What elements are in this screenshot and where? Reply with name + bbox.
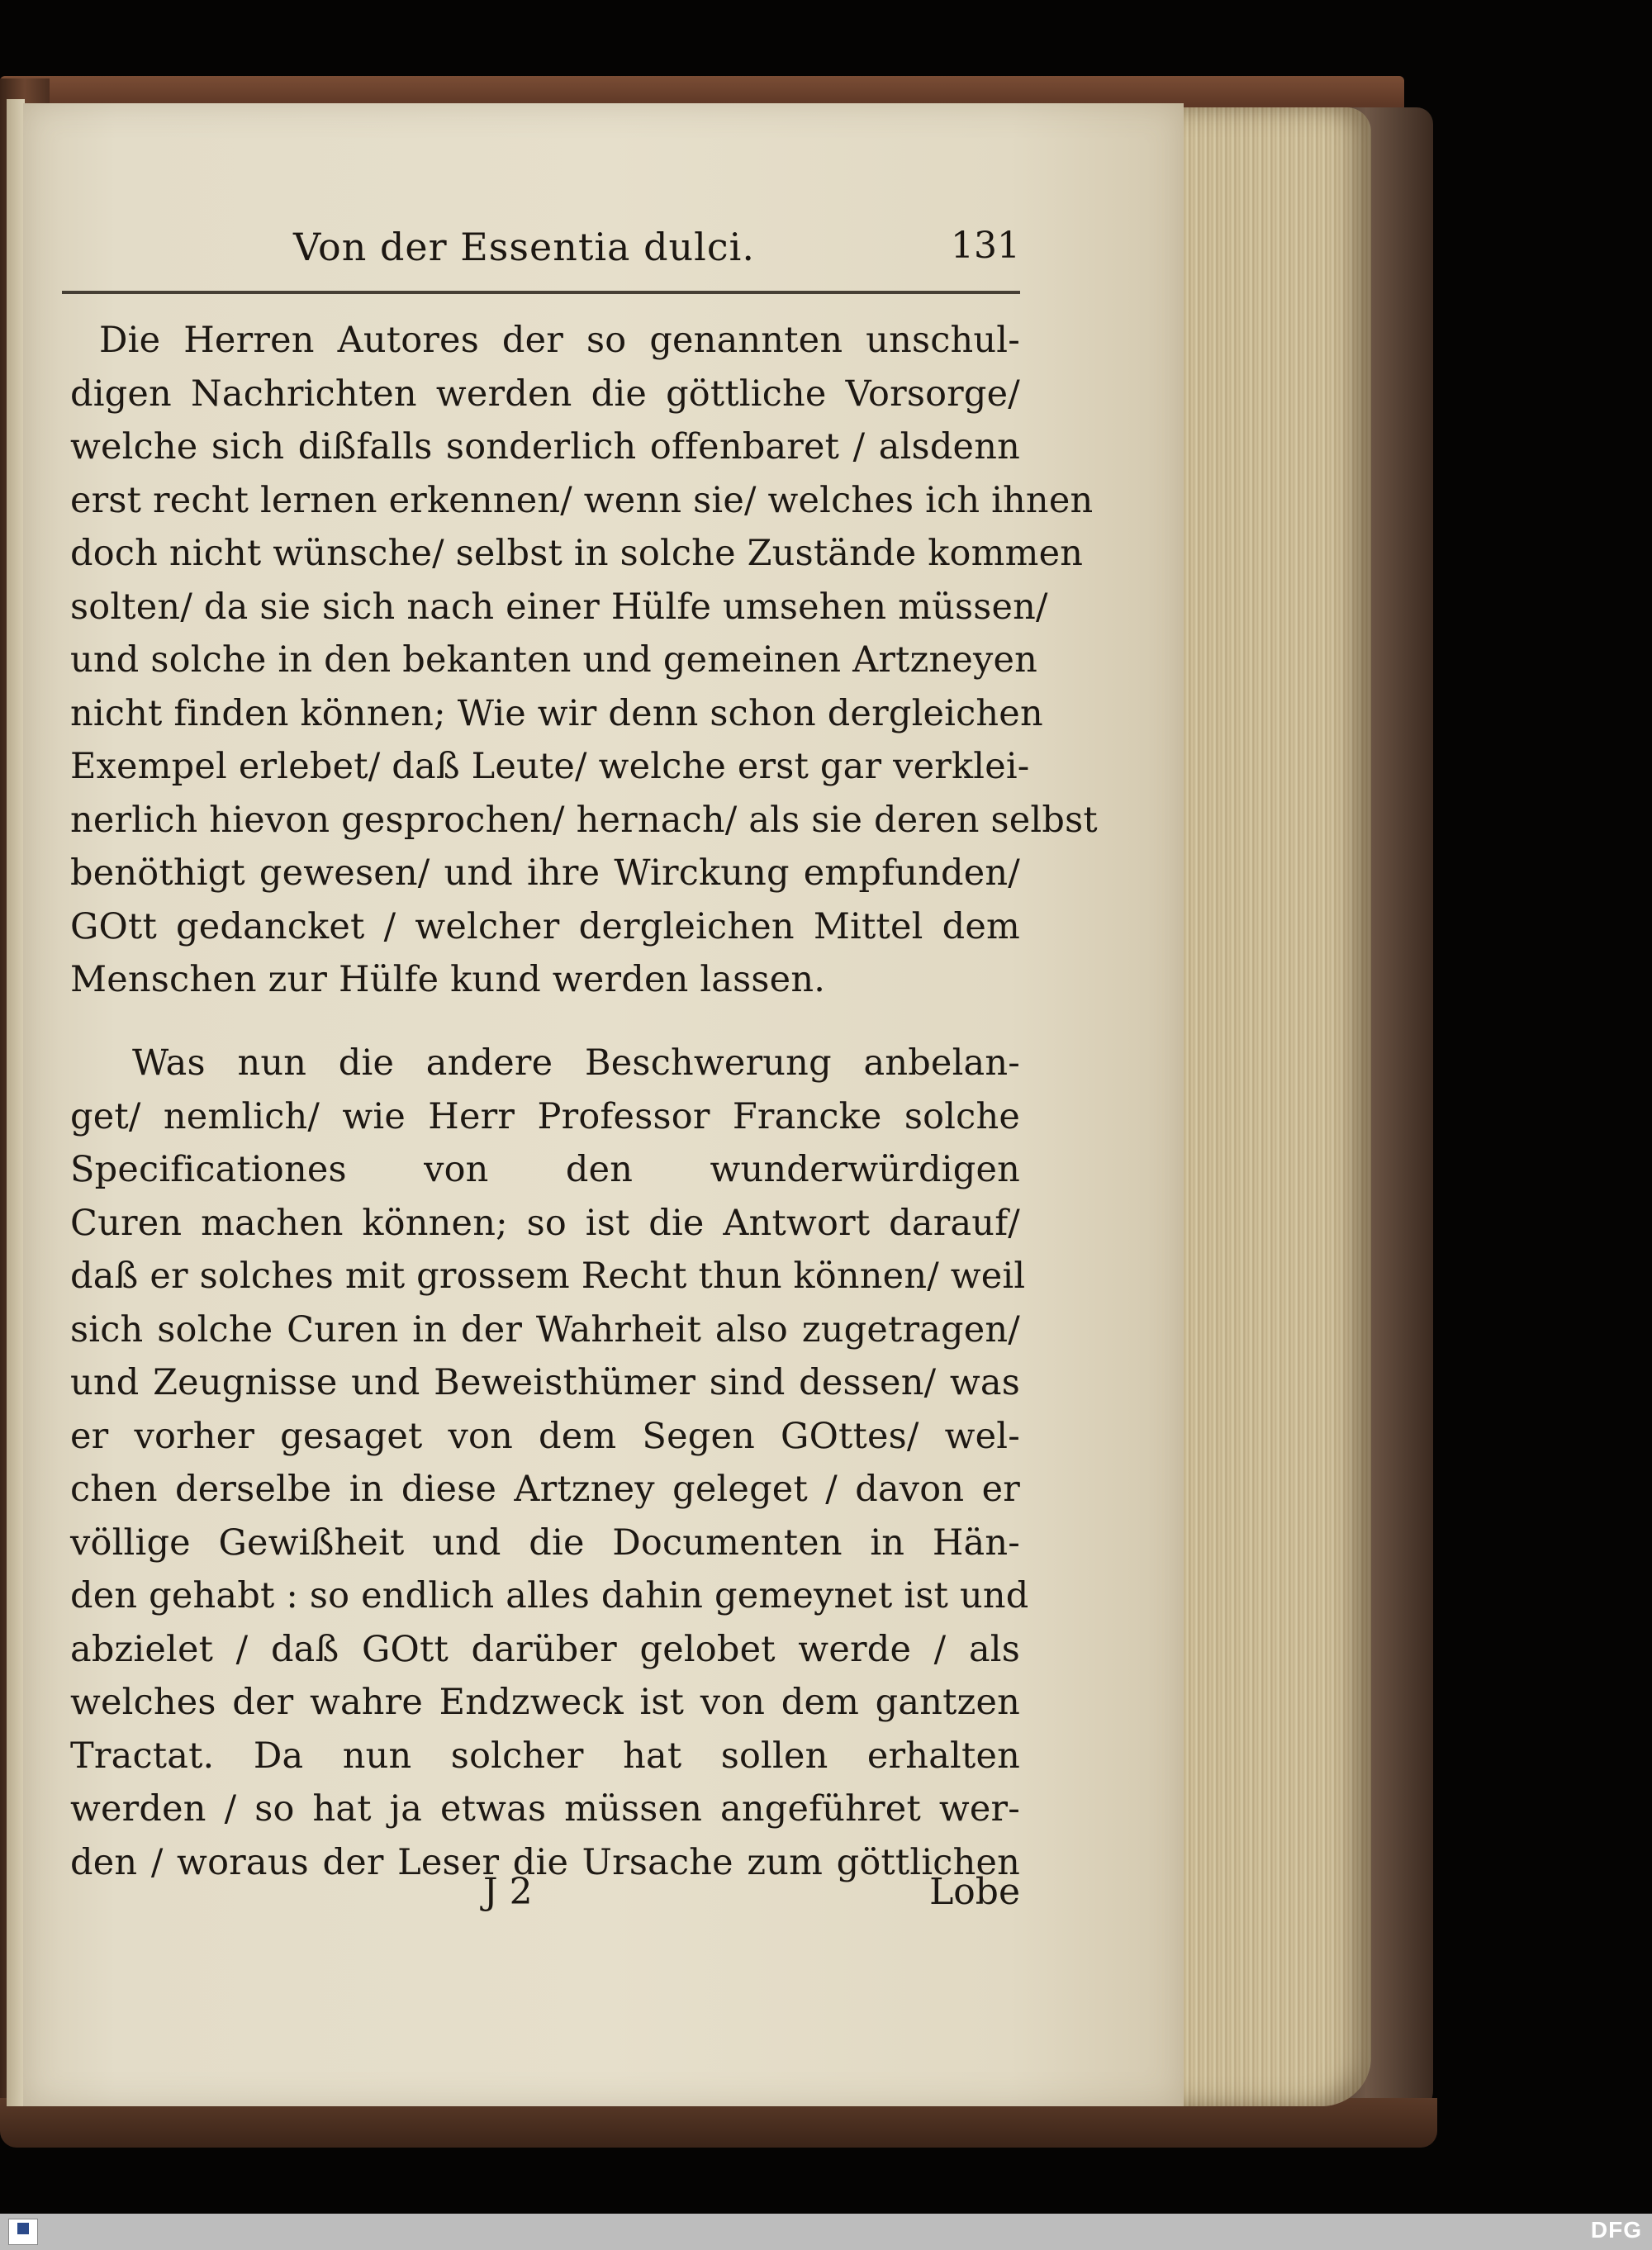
library-logo-icon[interactable] — [8, 2219, 38, 2245]
text-line: get/ nemlich/ wie Herr Professor Francke solche — [70, 1095, 1020, 1137]
text-line: sich solche Curen in der Wahrheit also zugetragen/ — [70, 1308, 1020, 1350]
text-line: chen derselbe in diese Artzney geleget / davon er — [70, 1469, 1020, 1510]
paragraph-2 — [70, 1037, 1029, 1889]
text-line: werden / so hat ja etwas müssen angeführet wer- — [70, 1788, 1020, 1830]
text-line: Exempel erlebet/ daß Leute/ welche erst gar verklei- — [70, 746, 1030, 787]
signature-mark: J 2 — [483, 1871, 533, 1913]
paragraph-1 — [70, 314, 1098, 1007]
text-line: Was nun die andere Beschwerung anbelan- — [132, 1042, 1020, 1084]
text-line: benöthigt gewesen/ und ihre Wirckung empfunden/ — [70, 852, 1020, 894]
text-line: erst recht lernen erkennen/ wenn sie/ welches ich ihnen — [70, 479, 1094, 521]
text-line: den gehabt : so endlich alles dahin gemeynet ist und — [70, 1575, 1029, 1616]
text-line: doch nicht wünsche/ selbst in solche Zustände kommen — [70, 533, 1084, 574]
header-rule — [62, 291, 1020, 294]
text-line: welches der wahre Endzweck ist von dem gantzen — [70, 1682, 1020, 1723]
text-line: daß er solches mit grossem Recht thun können/ weil — [70, 1256, 1026, 1297]
text-line: völlige Gewißheit und die Documenten in Hän- — [70, 1521, 1020, 1564]
text-line: er vorher gesaget von dem Segen GOttes/ wel- — [70, 1415, 1020, 1457]
viewer-footer-bar — [0, 2214, 1652, 2250]
text-line: den / woraus der Leser die Ursache zum göttlichen — [70, 1841, 1020, 1883]
running-head — [293, 225, 1020, 282]
text-line: und Zeugnisse und Beweisthümer sind dessen/ was — [70, 1362, 1020, 1403]
text-line: solten/ da sie sich nach einer Hülfe umsehen müssen/ — [70, 586, 1048, 628]
text-line: und solche in den bekanten und gemeinen Artzneyen — [70, 639, 1038, 681]
page-number: 131 — [951, 225, 1020, 267]
text-line: digen Nachrichten werden die göttliche Vorsorge/ — [70, 373, 1020, 415]
text-line: nicht finden können; Wie wir denn schon dergleichen — [70, 692, 1043, 734]
page-footer — [70, 1871, 1020, 1929]
text-line: Specificationes von den wunderwürdigen — [70, 1149, 1020, 1190]
text-line: Curen machen können; so ist die Antwort darauf/ — [70, 1202, 1020, 1244]
text-line: GOtt gedancket / welcher dergleichen Mittel dem — [70, 905, 1020, 947]
text-line: Die Herren Autores der so genannten unschul- — [99, 320, 1020, 361]
catchword: Lobe — [929, 1871, 1020, 1913]
dfg-logo[interactable]: DFG — [1590, 2217, 1642, 2243]
running-title: Von der Essentia dulci. — [293, 225, 755, 269]
text-line: Menschen zur Hülfe kund werden lassen. — [70, 959, 826, 1000]
text-line: welche sich dißfalls sonderlich offenbaret / alsdenn — [70, 426, 1020, 468]
previous-page-edge — [7, 99, 25, 2106]
text-line: abzielet / daß GOtt darüber gelobet werde / als — [70, 1628, 1020, 1670]
text-line: nerlich hievon gesprochen/ hernach/ als sie deren selbst — [70, 799, 1098, 841]
text-line: Tractat. Da nun solcher hat sollen erhalten — [70, 1735, 1020, 1777]
